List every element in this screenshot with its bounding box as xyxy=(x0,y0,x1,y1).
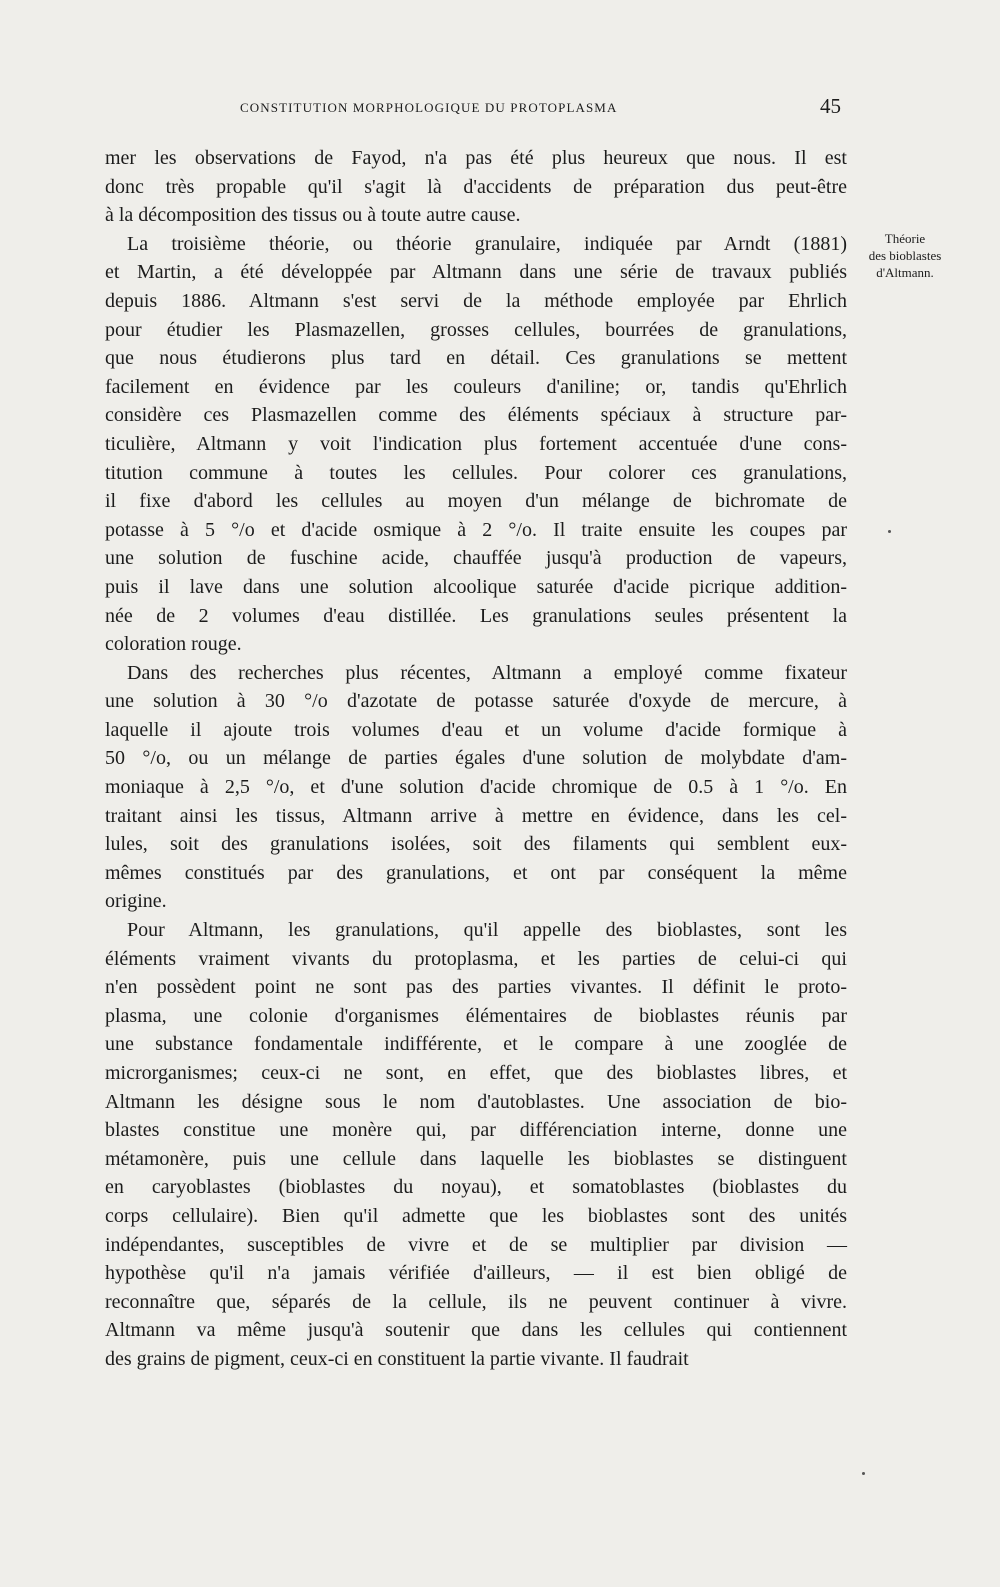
text-line: coloration rouge. xyxy=(105,633,242,656)
text-line: née de 2 volumes d'eau distillée. Les granulations seules présentent la xyxy=(105,604,847,627)
text-line: Pour Altmann, les granulations, qu'il appelle des bioblastes, sont les xyxy=(127,919,847,942)
text-line: une substance fondamentale indifférente, et le compare à une zooglée de xyxy=(105,1033,847,1056)
text-line: à la décomposition des tissus ou à toute autre cause. xyxy=(105,204,521,227)
text-line: une solution de fuschine acide, chauffée jusqu'à production de vapeurs, xyxy=(105,547,847,570)
running-header: CONSTITUTION MORPHOLOGIQUE DU PROTOPLASMA xyxy=(240,100,618,115)
print-speck xyxy=(862,1472,865,1475)
text-line: hypothèse qu'il n'a jamais vérifiée d'ailleurs, — il est bien obligé de xyxy=(105,1262,847,1285)
text-line: plasma, une colonie d'organismes élémentaires de bioblastes réunis par xyxy=(105,1004,847,1027)
text-line: potasse à 5 °/o et d'acide osmique à 2 °/o. Il traite ensuite les coupes par xyxy=(105,518,847,541)
text-line: 50 °/o, ou un mélange de parties égales d'une solution de molybdate d'am- xyxy=(105,747,847,770)
text-line: éléments vraiment vivants du protoplasma, et les parties de celui-ci qui xyxy=(105,947,847,970)
text-line: et Martin, a été développée par Altmann dans une série de travaux publiés xyxy=(105,261,847,284)
text-line: Altmann les désigne sous le nom d'autoblastes. Une association de bio- xyxy=(105,1090,847,1113)
text-line: laquelle il ajoute trois volumes d'eau et un volume d'acide formique à xyxy=(105,718,847,741)
text-line: indépendantes, susceptibles de vivre et de se multiplier par division — xyxy=(105,1233,847,1256)
text-line: pour étudier les Plasmazellen, grosses cellules, bourrées de granulations, xyxy=(105,318,847,341)
margin-note-line: Théorie xyxy=(884,231,926,246)
text-line: des grains de pigment, ceux-ci en constituent la partie vivante. Il faudrait xyxy=(105,1347,689,1370)
text-line: blastes constitue une monère qui, par différenciation interne, donne une xyxy=(105,1119,847,1142)
text-line: mêmes constitués par des granulations, et ont par conséquent la même xyxy=(105,861,847,884)
text-line: traitant ainsi les tissus, Altmann arrive à mettre en évidence, dans les cel- xyxy=(105,804,847,827)
text-line: il fixe d'abord les cellules au moyen d'un mélange de bichromate de xyxy=(105,490,847,513)
print-speck xyxy=(888,530,891,533)
text-line: moniaque à 2,5 °/o, et d'une solution d'acide chromique de 0.5 à 1 °/o. En xyxy=(105,776,847,799)
text-line: donc très propable qu'il s'agit là d'accidents de préparation dus peut-être xyxy=(105,175,847,198)
text-line: puis il lave dans une solution alcoolique saturée d'acide picrique addition- xyxy=(105,575,847,598)
text-line: considère ces Plasmazellen comme des éléments spéciaux à structure par- xyxy=(105,404,847,427)
text-line: une solution à 30 °/o d'azotate de potasse saturée d'oxyde de mercure, à xyxy=(105,690,847,713)
text-line: La troisième théorie, ou théorie granulaire, indiquée par Arndt (1881) xyxy=(127,232,847,255)
margin-note-line: des bioblastes xyxy=(868,248,942,263)
text-line: Altmann va même jusqu'à soutenir que dans les cellules qui contiennent xyxy=(105,1319,847,1342)
text-line: reconnaître que, séparés de la cellule, ils ne peuvent continuer à vivre. xyxy=(105,1290,847,1313)
text-line: lules, soit des granulations isolées, soit des filaments qui semblent eux- xyxy=(105,833,847,856)
text-line: facilement en évidence par les couleurs d'aniline; or, tandis qu'Ehrlich xyxy=(105,375,847,398)
text-line: en caryoblastes (bioblastes du noyau), et somatoblastes (bioblastes du xyxy=(105,1176,847,1199)
text-line: mer les observations de Fayod, n'a pas été plus heureux que nous. Il est xyxy=(105,147,847,169)
text-line: ticulière, Altmann y voit l'indication plus fortement accentuée d'une cons- xyxy=(105,432,847,455)
text-line: n'en possèdent point ne sont pas des parties vivantes. Il définit le proto- xyxy=(105,976,847,999)
text-line: microrganismes; ceux-ci ne sont, en effet, que des bioblastes libres, et xyxy=(105,1062,847,1084)
margin-note-line: d'Altmann. xyxy=(876,265,934,280)
text-line: que nous étudierons plus tard en détail. Ces granulations se mettent xyxy=(105,347,847,370)
text-line: métamonère, puis une cellule dans laquelle les bioblastes se distinguent xyxy=(105,1147,847,1170)
text-line: origine. xyxy=(105,890,167,913)
text-line: depuis 1886. Altmann s'est servi de la méthode employée par Ehrlich xyxy=(105,289,847,312)
text-line: corps cellulaire). Bien qu'il admette que les bioblastes sont des unités xyxy=(105,1204,847,1227)
margin-note xyxy=(850,230,960,281)
text-line: titution commune à toutes les cellules. Pour colorer ces granulations, xyxy=(105,461,847,484)
text-line: Dans des recherches plus récentes, Altmann a employé comme fixateur xyxy=(127,661,847,684)
body-text xyxy=(105,144,847,1374)
page-number: 45 xyxy=(820,94,841,118)
